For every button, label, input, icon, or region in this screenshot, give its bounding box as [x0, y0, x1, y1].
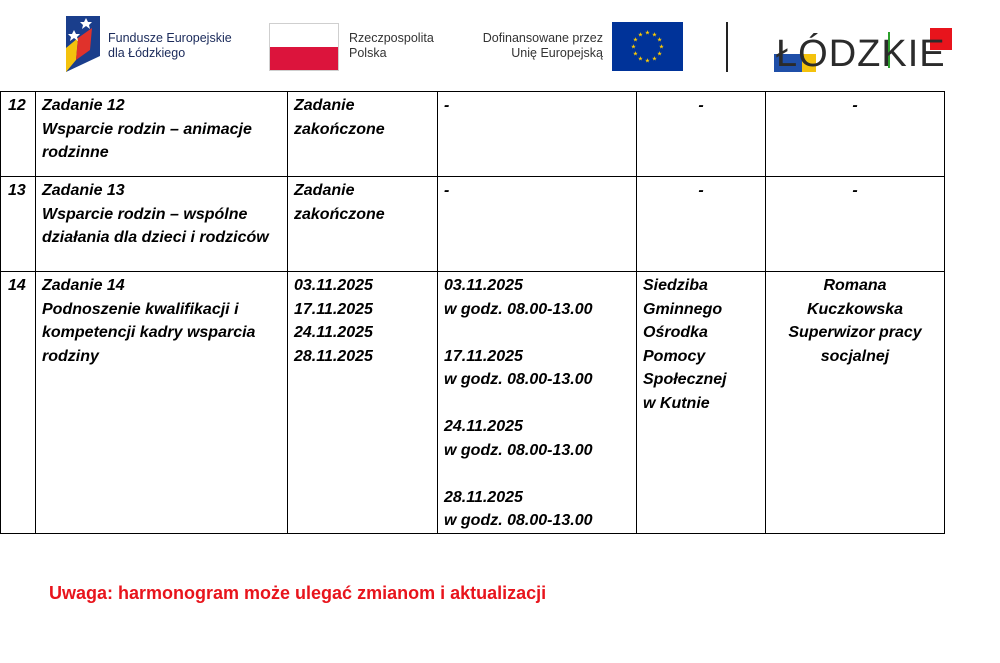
- place-line: Siedziba: [643, 277, 708, 294]
- task-description: Wsparcie rodzin – animacje rodzinne: [42, 120, 252, 161]
- hours-cell: -: [438, 92, 637, 177]
- task-cell: [36, 92, 288, 177]
- hours-cell: [438, 272, 637, 534]
- task-cell: [36, 177, 288, 272]
- task-cell: [36, 272, 288, 534]
- schedule-table: [0, 91, 945, 534]
- person-cell: [766, 272, 945, 534]
- eu-text-line-2: Unię Europejską: [511, 46, 603, 60]
- task-title: Zadanie 13: [42, 182, 125, 199]
- eu-flag: [612, 22, 683, 71]
- task-title: Zadanie 12: [42, 97, 125, 114]
- pl-text-line-1: Rzeczpospolita: [349, 31, 434, 45]
- place-line: w Kutnie: [643, 394, 710, 412]
- person-cell: -: [766, 92, 945, 177]
- svg-text:★: ★: [656, 50, 663, 58]
- fe-text-line-1: Fundusze Europejskie: [108, 31, 232, 45]
- person-line: Kuczkowska: [806, 300, 904, 318]
- table-row: [1, 92, 945, 177]
- row-number: 14: [1, 272, 36, 534]
- svg-text:★: ★: [651, 55, 658, 63]
- polish-flag: [269, 23, 339, 71]
- dates-cell: Zadanie zakończone: [288, 92, 438, 177]
- svg-text:★: ★: [644, 57, 651, 65]
- svg-text:★: ★: [637, 55, 644, 63]
- place-cell: -: [637, 177, 766, 272]
- row-number: 13: [1, 177, 36, 272]
- fundusze-europejskie-logo: [64, 16, 102, 72]
- table-row: [1, 272, 945, 534]
- task-description: Podnoszenie kwalifikacji i kompetencji kadry wsparcia rodziny: [42, 300, 256, 365]
- session-date: 24.11.2025: [444, 418, 523, 435]
- place-line: Gminnego: [643, 300, 723, 318]
- session-hours: w godz. 08.00-13.00: [444, 300, 593, 318]
- eu-text-line-1: Dofinansowane przez: [482, 31, 603, 45]
- svg-text:★: ★: [651, 31, 658, 39]
- place-line: Ośrodka: [643, 324, 708, 341]
- place-line: Pomocy: [643, 347, 706, 365]
- svg-text:★: ★: [644, 29, 651, 37]
- dates-cell: Zadanie zakończone: [288, 177, 438, 272]
- hours-cell: -: [438, 177, 637, 272]
- svg-text:ŁÓDZKIE: ŁÓDZKIE: [776, 33, 946, 74]
- dates-cell: [288, 272, 438, 534]
- table-row: [1, 177, 945, 272]
- rzeczpospolita-text: [349, 31, 434, 61]
- fe-text-line-2: dla Łódzkiego: [108, 46, 186, 60]
- session-hours: w godz. 08.00-13.00: [444, 371, 593, 388]
- person-line: Romana: [823, 277, 887, 294]
- svg-text:★: ★: [637, 31, 644, 39]
- eu-funding-text: [470, 31, 603, 61]
- person-cell: -: [766, 177, 945, 272]
- logo-separator: [726, 22, 728, 72]
- svg-text:★: ★: [658, 43, 665, 51]
- person-line: socjalnej: [820, 347, 890, 365]
- session-hours: w godz. 08.00-13.00: [444, 512, 593, 529]
- task-description: Wsparcie rodzin – wspólne działania dla dzieci i rodziców: [42, 205, 269, 246]
- session-hours: w godz. 08.00-13.00: [444, 441, 593, 459]
- lodzkie-logo: [770, 24, 960, 74]
- svg-text:★: ★: [656, 36, 663, 44]
- date-line: 17.11.2025: [294, 300, 373, 318]
- session-date: 28.11.2025: [444, 488, 523, 506]
- svg-text:★: ★: [630, 43, 637, 51]
- person-line: Superwizor pracy: [788, 324, 922, 341]
- date-line: 03.11.2025: [294, 277, 373, 294]
- place-cell: -: [637, 92, 766, 177]
- logo-bar: [0, 0, 1000, 88]
- pl-text-line-2: Polska: [349, 46, 387, 60]
- svg-text:★: ★: [632, 50, 639, 58]
- session-date: 17.11.2025: [444, 347, 523, 365]
- date-line: 28.11.2025: [294, 347, 373, 365]
- fundusze-europejskie-text: [108, 31, 232, 61]
- date-line: 24.11.2025: [294, 324, 373, 341]
- session-date: 03.11.2025: [444, 277, 523, 294]
- place-cell: [637, 272, 766, 534]
- task-title: Zadanie 14: [42, 277, 125, 294]
- row-number: 12: [1, 92, 36, 177]
- place-line: Społecznej: [643, 371, 727, 388]
- schedule-change-note: Uwaga: harmonogram może ulegać zmianom i aktualizacji: [49, 583, 547, 603]
- svg-text:★: ★: [632, 36, 639, 44]
